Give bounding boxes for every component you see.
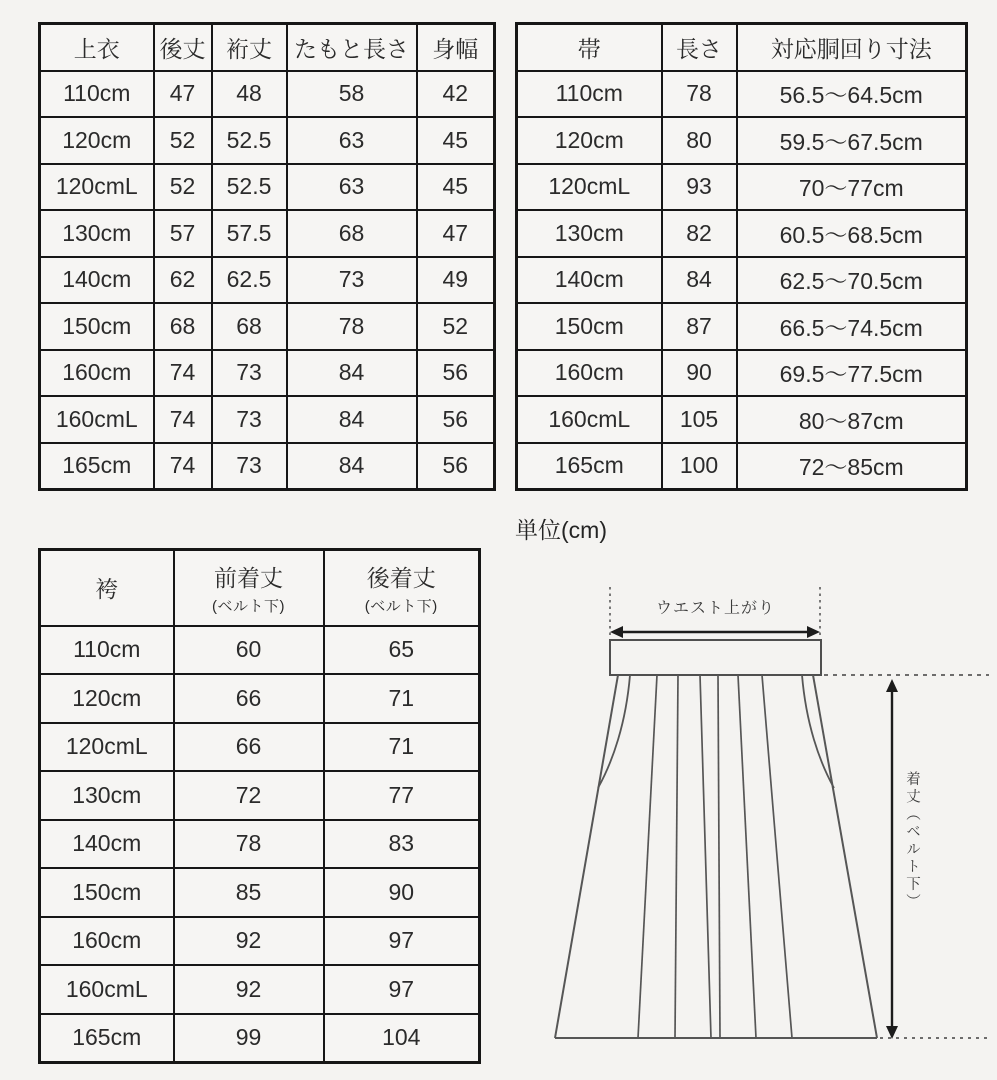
size-cell: 165cm — [40, 443, 154, 490]
table-row — [40, 396, 495, 443]
size-cell: 160cm — [517, 350, 662, 397]
hakama-col-sublabel: (ベルト下) — [212, 597, 285, 615]
value-cell: 63 — [287, 117, 417, 164]
value-cell: 66 — [174, 723, 324, 772]
value-cell: 65 — [324, 626, 480, 675]
size-cell: 160cmL — [517, 396, 662, 443]
hakama-col-label: 前着丈 — [214, 564, 283, 591]
table-row — [517, 257, 967, 304]
hakama-header-row — [40, 550, 480, 626]
value-cell: 74 — [154, 396, 212, 443]
size-cell: 150cm — [40, 303, 154, 350]
value-cell: 42 — [417, 71, 495, 118]
value-cell: 90 — [662, 350, 737, 397]
value-cell: 78 — [287, 303, 417, 350]
value-cell: 57 — [154, 210, 212, 257]
value-cell: 73 — [212, 396, 287, 443]
value-cell: 66.5〜74.5cm — [737, 303, 967, 350]
value-cell: 90 — [324, 868, 480, 917]
table-row — [40, 917, 480, 966]
value-cell: 87 — [662, 303, 737, 350]
value-cell: 59.5〜67.5cm — [737, 117, 967, 164]
size-cell: 120cm — [517, 117, 662, 164]
size-cell: 160cm — [40, 350, 154, 397]
value-cell: 68 — [212, 303, 287, 350]
value-cell: 73 — [212, 350, 287, 397]
size-cell: 140cm — [40, 820, 174, 869]
value-cell: 100 — [662, 443, 737, 490]
value-cell: 83 — [324, 820, 480, 869]
size-cell: 150cm — [517, 303, 662, 350]
value-cell: 80〜87cm — [737, 396, 967, 443]
value-cell: 84 — [287, 350, 417, 397]
value-cell: 92 — [174, 965, 324, 1014]
value-cell: 93 — [662, 164, 737, 211]
obi-col-header: 対応胴回り寸法 — [737, 24, 967, 71]
table-row — [40, 257, 495, 304]
value-cell: 71 — [324, 723, 480, 772]
value-cell: 72〜85cm — [737, 443, 967, 490]
table-row — [40, 723, 480, 772]
value-cell: 56 — [417, 350, 495, 397]
value-cell: 82 — [662, 210, 737, 257]
size-cell: 165cm — [517, 443, 662, 490]
value-cell: 45 — [417, 117, 495, 164]
table-row — [517, 350, 967, 397]
size-cell: 130cm — [40, 771, 174, 820]
hakama-outline-drawing — [540, 575, 992, 1069]
size-cell: 160cmL — [40, 965, 174, 1014]
value-cell: 70〜77cm — [737, 164, 967, 211]
value-cell: 60 — [174, 626, 324, 675]
table-row — [517, 303, 967, 350]
value-cell: 60.5〜68.5cm — [737, 210, 967, 257]
obi-col-header: 帯 — [517, 24, 662, 71]
hakama-measurement-diagram — [540, 575, 992, 1069]
value-cell: 49 — [417, 257, 495, 304]
size-cell: 120cm — [40, 674, 174, 723]
table-row — [40, 443, 495, 490]
value-cell: 62 — [154, 257, 212, 304]
value-cell: 92 — [174, 917, 324, 966]
hakama-col-header — [324, 550, 480, 626]
value-cell: 52 — [154, 117, 212, 164]
value-cell: 62.5〜70.5cm — [737, 257, 967, 304]
value-cell: 84 — [287, 443, 417, 490]
jacket-col-header: 身幅 — [417, 24, 495, 71]
size-cell: 120cmL — [40, 164, 154, 211]
value-cell: 52.5 — [212, 164, 287, 211]
jacket-header-row — [40, 24, 495, 71]
value-cell: 52 — [417, 303, 495, 350]
table-row — [40, 164, 495, 211]
size-cell: 120cmL — [40, 723, 174, 772]
obi-col-header: 長さ — [662, 24, 737, 71]
size-cell: 160cm — [40, 917, 174, 966]
size-cell: 130cm — [40, 210, 154, 257]
hakama-size-table — [38, 548, 481, 1064]
size-cell: 165cm — [40, 1014, 174, 1063]
size-cell: 110cm — [40, 626, 174, 675]
value-cell: 78 — [662, 71, 737, 118]
table-row — [40, 820, 480, 869]
value-cell: 58 — [287, 71, 417, 118]
jacket-size-table — [38, 22, 496, 491]
hakama-col-label: 後着丈 — [366, 564, 436, 591]
table-row — [40, 626, 480, 675]
value-cell: 77 — [324, 771, 480, 820]
jacket-col-header: 裄丈 — [212, 24, 287, 71]
value-cell: 105 — [662, 396, 737, 443]
hakama-col-header — [40, 550, 174, 626]
table-row — [40, 303, 495, 350]
value-cell: 72 — [174, 771, 324, 820]
table-row — [40, 771, 480, 820]
value-cell: 74 — [154, 350, 212, 397]
size-cell: 130cm — [517, 210, 662, 257]
jacket-col-header: 上衣 — [40, 24, 154, 71]
table-row — [40, 350, 495, 397]
value-cell: 45 — [417, 164, 495, 211]
size-cell: 150cm — [40, 868, 174, 917]
table-row — [40, 210, 495, 257]
table-row — [517, 164, 967, 211]
value-cell: 78 — [174, 820, 324, 869]
value-cell: 47 — [154, 71, 212, 118]
value-cell: 68 — [154, 303, 212, 350]
table-row — [517, 210, 967, 257]
table-row — [517, 117, 967, 164]
value-cell: 52.5 — [212, 117, 287, 164]
table-row — [517, 71, 967, 118]
table-row — [40, 71, 495, 118]
table-row — [40, 117, 495, 164]
table-row — [40, 674, 480, 723]
obi-header-row — [517, 24, 967, 71]
value-cell: 84 — [287, 396, 417, 443]
size-cell: 140cm — [40, 257, 154, 304]
value-cell: 73 — [212, 443, 287, 490]
value-cell: 68 — [287, 210, 417, 257]
size-cell: 140cm — [517, 257, 662, 304]
value-cell: 99 — [174, 1014, 324, 1063]
value-cell: 56 — [417, 443, 495, 490]
value-cell: 71 — [324, 674, 480, 723]
table-row — [40, 965, 480, 1014]
length-measurement-label: 着丈（ベルト下） — [904, 771, 920, 911]
unit-note: 単位(cm) — [515, 517, 607, 543]
value-cell: 56 — [417, 396, 495, 443]
value-cell: 97 — [324, 965, 480, 1014]
size-cell: 160cmL — [40, 396, 154, 443]
value-cell: 69.5〜77.5cm — [737, 350, 967, 397]
table-row — [517, 443, 967, 490]
hakama-col-header — [174, 550, 324, 626]
value-cell: 56.5〜64.5cm — [737, 71, 967, 118]
value-cell: 85 — [174, 868, 324, 917]
value-cell: 84 — [662, 257, 737, 304]
size-cell: 120cmL — [517, 164, 662, 211]
value-cell: 62.5 — [212, 257, 287, 304]
value-cell: 97 — [324, 917, 480, 966]
waist-measurement-label: ウエスト上がり — [655, 600, 775, 617]
obi-size-table — [515, 22, 968, 491]
table-row — [40, 868, 480, 917]
value-cell: 52 — [154, 164, 212, 211]
value-cell: 80 — [662, 117, 737, 164]
table-row — [517, 396, 967, 443]
table-row — [40, 1014, 480, 1063]
hakama-col-label: 袴 — [95, 576, 119, 603]
value-cell: 57.5 — [212, 210, 287, 257]
hakama-col-sublabel: (ベルト下) — [364, 597, 438, 615]
size-cell: 110cm — [517, 71, 662, 118]
size-cell: 120cm — [40, 117, 154, 164]
value-cell: 66 — [174, 674, 324, 723]
jacket-col-header: たもと長さ — [287, 24, 417, 71]
value-cell: 104 — [324, 1014, 480, 1063]
value-cell: 47 — [417, 210, 495, 257]
jacket-col-header: 後丈 — [154, 24, 212, 71]
value-cell: 74 — [154, 443, 212, 490]
value-cell: 48 — [212, 71, 287, 118]
value-cell: 73 — [287, 257, 417, 304]
size-cell: 110cm — [40, 71, 154, 118]
value-cell: 63 — [287, 164, 417, 211]
